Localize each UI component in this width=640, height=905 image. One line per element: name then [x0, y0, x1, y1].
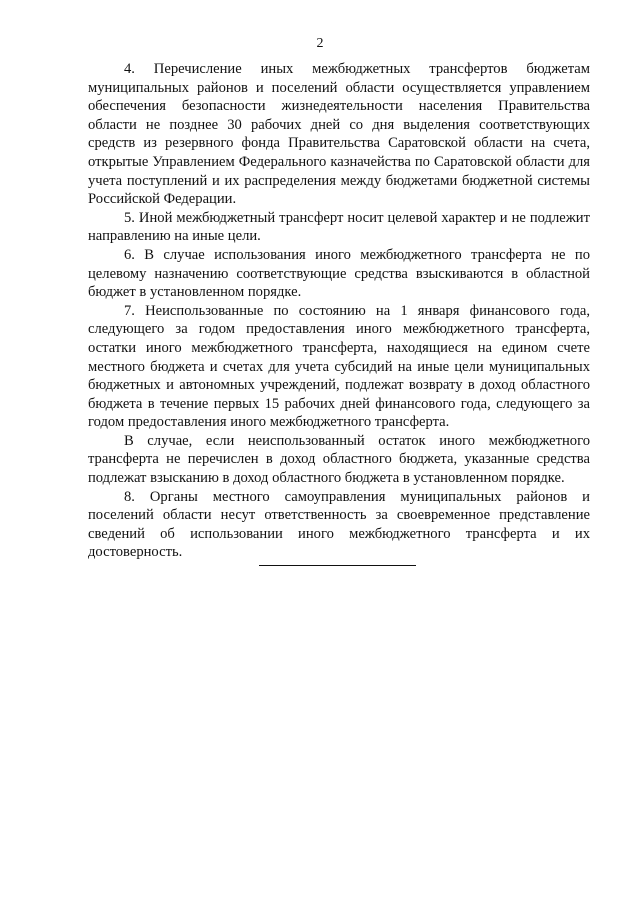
- page-number: 2: [316, 36, 324, 51]
- end-of-document-rule: [259, 565, 416, 566]
- paragraph-item-7: 7. Неиспользованные по состоянию на 1 января финансового года, следующего за годом предоставления иного межбюджетного трансферта, остатки иного межбюджетного трансферта, находящиеся на едином счете местного бюджета и счетах для учета субсидий на иные цели муниципальных бюджетных и автономных учреждений, подлежат возврату в доход областного бюджета в течение первых 15 рабочих дней финансового года, следующего за годом предоставления иного межбюджетного трансферта.: [88, 302, 590, 431]
- paragraph-item-5: 5. Иной межбюджетный трансферт носит целевой характер и не подлежит направлению на иные цели.: [88, 209, 590, 245]
- paragraph-item-8: 8. Органы местного самоуправления муниципальных районов и поселений области несут ответственность за своевременное представление сведений об использовании иного межбюджетного трансферта и их достоверность.: [88, 488, 590, 561]
- paragraph-item-4: 4. Перечисление иных межбюджетных трансфертов бюджетам муниципальных районов и поселений области осуществляется управлением обеспечения безопасности жизнедеятельности населения Правительства области не позднее 30 рабочих дней со дня выделения соответствующих средств из резервного фонда Правительства Саратовской области на счета, открытые Управлением Федерального казначейства по Саратовской области для учета поступлений и их распределения между бюджетами бюджетной системы Российской Федерации.: [88, 61, 590, 208]
- document-body: [88, 60, 590, 562]
- paragraph-item-6: 6. В случае использования иного межбюджетного трансферта не по целевому назначению соответствующие средства взыскиваются в областной бюджет в установленном порядке.: [88, 246, 590, 301]
- paragraph-item-7-continuation: В случае, если неиспользованный остаток иного межбюджетного трансферта не перечислен в доход областного бюджета, указанные средства подлежат взысканию в доход областного бюджета в установленном порядке.: [88, 432, 590, 487]
